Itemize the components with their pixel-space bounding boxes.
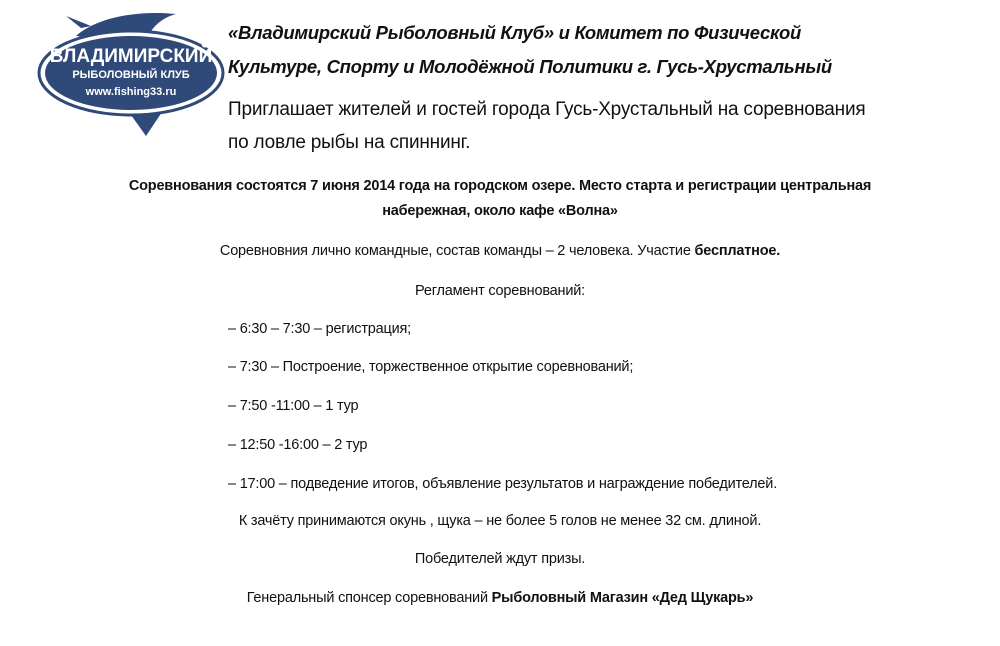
venue-line-1: Соревнования состоятся 7 июня 2014 года на городском озере. Место старта и регистрации центральная xyxy=(128,178,872,194)
prizes-text: Победителей ждут призы. xyxy=(414,551,586,567)
svg-text:РЫБОЛОВНЫЙ КЛУБ: РЫБОЛОВНЫЙ КЛУБ xyxy=(72,69,190,81)
schedule-item: – 17:00 – подведение итогов, объявление результатов и награждение победителей. xyxy=(228,476,778,492)
schedule-item: – 7:30 – Построение, торжественное открытие соревнований; xyxy=(228,359,634,375)
sponsor-label: Генеральный спонсер соревнований xyxy=(246,590,492,606)
rules-text: К зачёту принимаются окунь , щука – не более 5 голов не менее 32 см. длиной. xyxy=(238,513,762,529)
svg-text:ВЛАДИМИРСКИЙ: ВЛАДИМИРСКИЙ xyxy=(49,46,213,67)
sponsor-name: Рыболовный Магазин «Дед Щукарь» xyxy=(491,590,754,606)
schedule-heading: Регламент соревнований: xyxy=(415,283,585,299)
format-free: бесплатное. xyxy=(694,243,781,259)
title-line-2: Культуре, Спорту и Молодёжной Политики г. Гусь-Хрустальный xyxy=(228,56,832,77)
schedule-item: – 7:50 -11:00 – 1 тур xyxy=(228,398,359,414)
club-logo xyxy=(36,8,226,138)
format-text xyxy=(0,243,1000,259)
schedule-item: – 12:50 -16:00 – 2 тур xyxy=(228,437,368,453)
svg-text:www.fishing33.ru: www.fishing33.ru xyxy=(85,86,177,98)
format-label: Соревновния лично командные, состав команды – 2 человека. Участие xyxy=(219,243,695,259)
schedule-item: – 6:30 – 7:30 – регистрация; xyxy=(228,321,411,337)
title-line-1: «Владимирский Рыболовный Клуб» и Комитет по Физической xyxy=(228,22,802,43)
intro-line-2: по ловле рыбы на спиннинг. xyxy=(228,132,471,153)
venue-line-2: набережная, около кафе «Волна» xyxy=(382,203,618,219)
intro-line-1: Приглашает жителей и гостей города Гусь-Хрустальный на соревнования xyxy=(228,99,866,120)
sponsor-text xyxy=(0,590,1000,606)
